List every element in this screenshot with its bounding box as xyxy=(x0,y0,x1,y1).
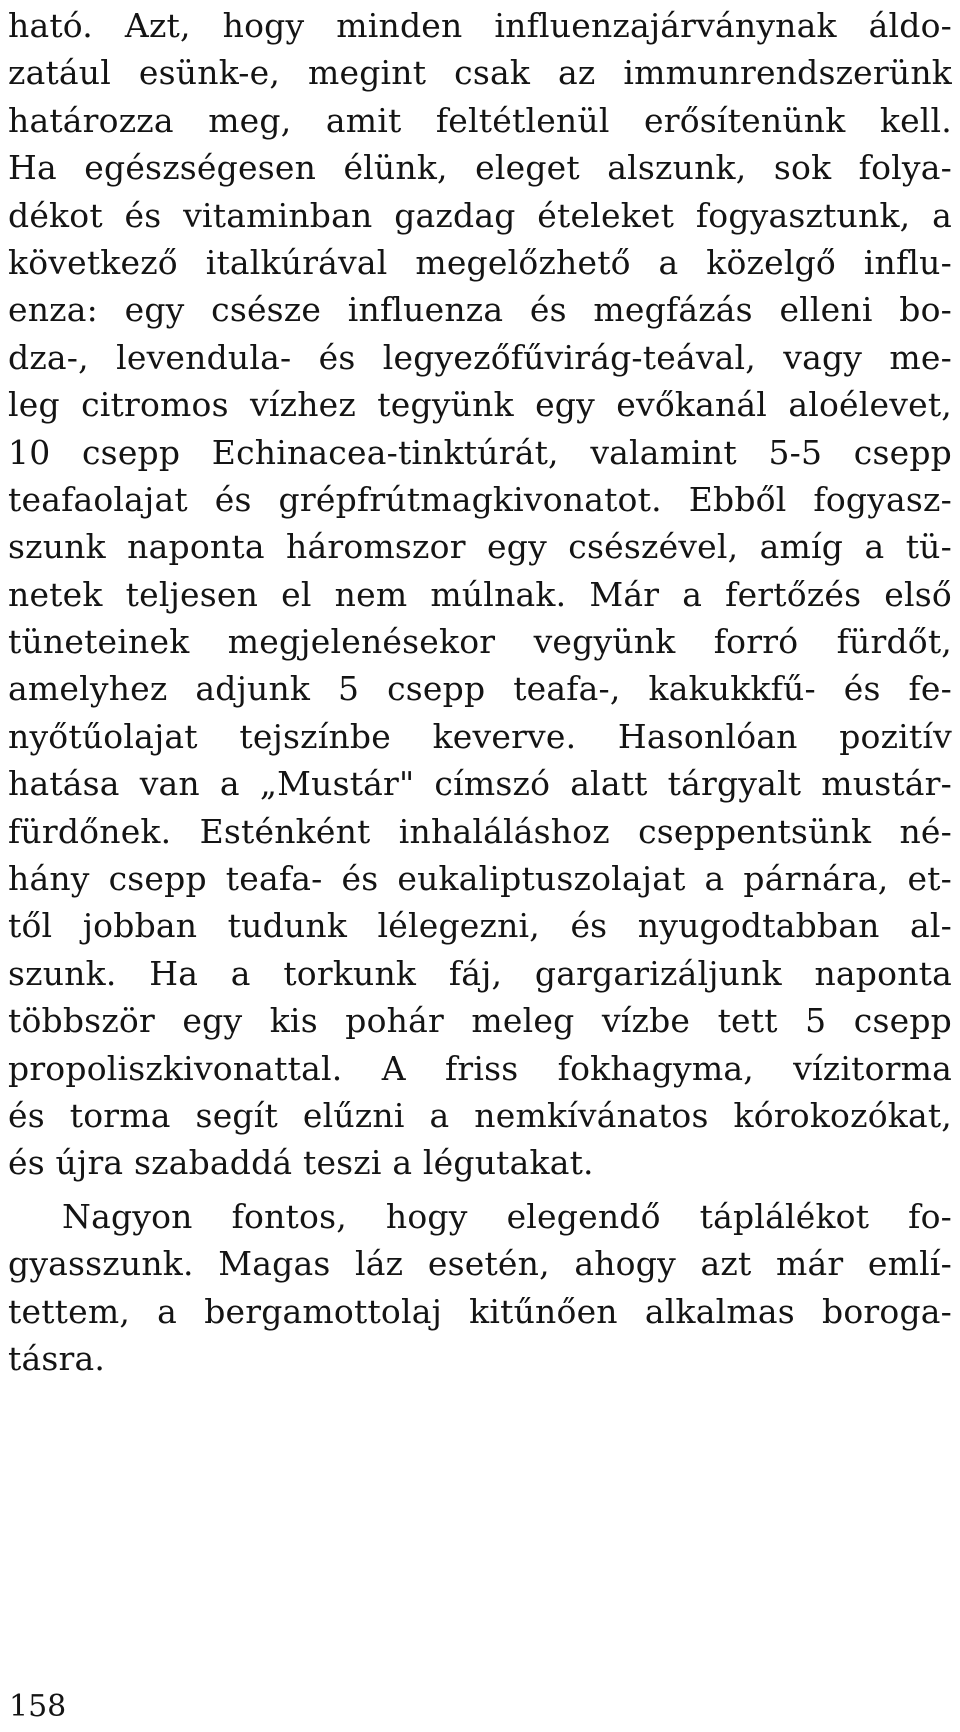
text-line: tettem, a bergamottolaj kitűnően alkalmas boroga- xyxy=(8,1291,952,1331)
text-line: hány csepp teafa- és eukaliptuszolajat a párnára, et- xyxy=(8,859,952,899)
text-line: hatása van a „Mustár" címszó alatt tárgyalt mustár- xyxy=(8,764,952,804)
paragraph-1 xyxy=(8,2,952,1187)
text-line: dza-, levendula- és legyezőfűvirág-teával, vagy me- xyxy=(8,337,952,377)
text-line: és torma segít elűzni a nemkívánatos kórokozókat, xyxy=(8,1095,952,1135)
text-line: gyasszunk. Magas láz esetén, ahogy azt már emlí- xyxy=(8,1244,952,1284)
page-number: 158 xyxy=(9,1689,67,1724)
text-line: és újra szabaddá teszi a légutakat. xyxy=(8,1143,594,1183)
text-line: szunk naponta háromszor egy csészével, amíg a tü- xyxy=(8,527,952,567)
text-line: fürdőnek. Esténként inhaláláshoz cseppentsünk né- xyxy=(8,811,952,851)
text-line: propoliszkivonattal. A friss fokhagyma, vízitorma xyxy=(8,1048,952,1088)
text-line: dékot és vitaminban gazdag ételeket fogyasztunk, a xyxy=(8,195,952,235)
paragraph-2 xyxy=(8,1193,952,1383)
text-line: teafaolajat és grépfrútmagkivonatot. Ebből fogyasz- xyxy=(8,479,952,519)
text-line: enza: egy csésze influenza és megfázás elleni bo- xyxy=(8,290,952,330)
text-line: következő italkúrával megelőzhető a közelgő influ- xyxy=(8,242,952,282)
text-line: zatául esünk-e, megint csak az immunrendszerünk xyxy=(8,53,952,93)
text-line: többször egy kis pohár meleg vízbe tett 5 csepp xyxy=(8,1001,952,1041)
text-line: amelyhez adjunk 5 csepp teafa-, kakukkfű- és fe- xyxy=(8,669,952,709)
text-line: leg citromos vízhez tegyünk egy evőkanál aloélevet, xyxy=(8,385,952,425)
text-line: Ha egészségesen élünk, eleget alszunk, sok folya- xyxy=(8,148,952,188)
text-line: tásra. xyxy=(8,1338,106,1378)
text-line: tüneteinek megjelenésekor vegyünk forró fürdőt, xyxy=(8,622,952,662)
text-line: 10 csepp Echinacea-tinktúrát, valamint 5-5 csepp xyxy=(8,432,952,472)
body-text xyxy=(8,2,952,1382)
text-line: netek teljesen el nem múlnak. Már a fertőzés első xyxy=(8,574,952,614)
text-line: szunk. Ha a torkunk fáj, gargarizáljunk naponta xyxy=(8,953,952,993)
text-line: től jobban tudunk lélegezni, és nyugodtabban al- xyxy=(8,906,952,946)
text-line: ható. Azt, hogy minden influenzajárványnak áldo- xyxy=(8,6,952,45)
text-line: Nagyon fontos, hogy elegendő táplálékot fo- xyxy=(62,1196,952,1236)
text-line: határozza meg, amit feltétlenül erősítenünk kell. xyxy=(8,100,952,140)
text-line: nyőtűolajat tejszínbe keverve. Hasonlóan pozitív xyxy=(8,716,952,756)
